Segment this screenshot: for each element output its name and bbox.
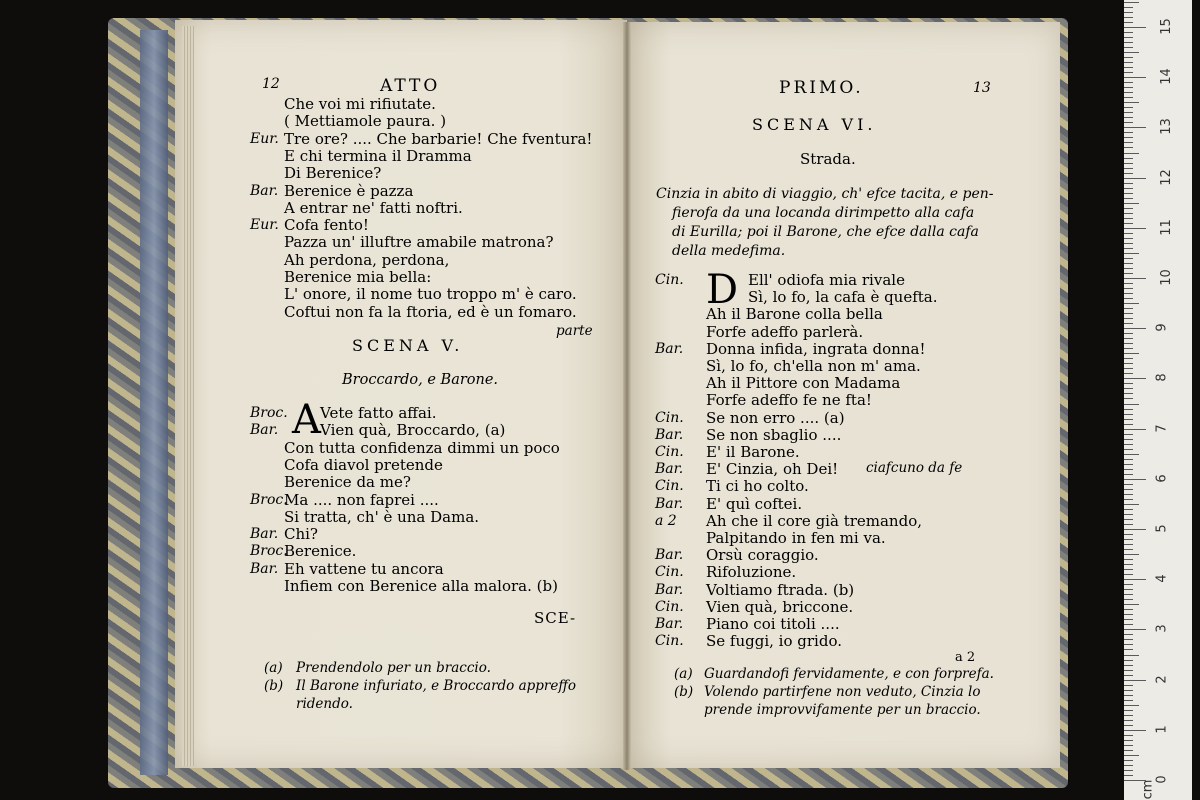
verse-line: Cofa fento! [284, 216, 369, 235]
ruler-tick [1124, 710, 1133, 711]
speaker-label: Broc. [250, 543, 288, 560]
verse-line: Se non sbaglio .... [706, 425, 842, 444]
left-catchword: SCE- [534, 609, 577, 627]
ruler-tick [1124, 213, 1133, 214]
ruler-tick [1124, 378, 1146, 379]
ruler-tick [1124, 519, 1133, 520]
ruler-label: 10 [1158, 269, 1174, 286]
stage-direction-line: Cinzia in abito di viaggio, ch' efce tacita, e pen- [656, 186, 994, 202]
verse-line: Vete fatto affai. [320, 404, 437, 422]
ruler-tick [1124, 649, 1133, 650]
ruler-tick [1124, 589, 1133, 590]
ruler-tick [1124, 132, 1133, 133]
ruler-tick [1124, 238, 1133, 239]
ruler-tick [1124, 409, 1133, 410]
ruler-tick [1124, 208, 1133, 209]
verse-line: Ah perdona, perdona, [284, 250, 450, 269]
ruler-tick [1124, 434, 1133, 435]
ruler-tick [1124, 323, 1133, 324]
verse-line: Infiem con Berenice alla malora. (b) [284, 577, 558, 595]
verse-line: E chi termina il Dramma [284, 146, 472, 165]
ruler-tick [1124, 775, 1133, 776]
ruler-tick [1124, 383, 1133, 384]
ruler-tick [1124, 263, 1133, 264]
verse-line: Di Berenice? [284, 164, 382, 183]
ruler-tick [1124, 629, 1146, 630]
verse-line: Con tutta confidenza dimmi un poco [284, 438, 560, 457]
verse-line: E' il Barone. [706, 443, 800, 461]
verse-line: Voltiamo ftrada. (b) [706, 580, 855, 599]
ruler-tick [1124, 639, 1133, 640]
ruler-tick [1124, 117, 1133, 118]
ruler-tick [1124, 112, 1133, 113]
verse-line: Ell' odiofa mia rivale [748, 271, 905, 289]
ruler-tick [1124, 358, 1133, 359]
ruler-tick [1124, 690, 1133, 691]
verse-line: Forfe adeffo parlerà. [706, 322, 864, 341]
ruler-tick [1124, 750, 1133, 751]
ruler-tick [1124, 464, 1133, 465]
speaker-label: Bar. [655, 616, 684, 632]
ruler-unit: cm [1140, 779, 1156, 800]
ruler-tick [1124, 388, 1133, 389]
ruler-tick [1124, 243, 1133, 244]
ruler-tick [1124, 47, 1133, 48]
footnote-text: Guardandofi fervidamente, e con forprefa. [704, 666, 994, 682]
ruler-tick [1124, 393, 1133, 394]
verse-line: Sì, lo fo, la cafa è quefta. [748, 288, 938, 307]
ruler-label: 12 [1158, 168, 1174, 186]
book-spine [140, 30, 168, 775]
ruler-tick [1124, 163, 1133, 164]
speaker-label: Bar. [655, 547, 684, 564]
ruler-tick [1124, 504, 1139, 505]
footnote-mark: (b) [264, 678, 284, 694]
ruler-tick [1124, 735, 1133, 736]
ruler-tick [1124, 293, 1133, 294]
measuring-ruler [1124, 0, 1192, 800]
ruler-tick [1124, 579, 1146, 580]
right-running-head: PRIMO. [779, 78, 864, 98]
verse-line: Tre ore? .... Che barbarie! Che fventura! [284, 129, 593, 148]
verse-line: Palpitando in fen mi va. [706, 529, 886, 547]
ruler-tick [1124, 760, 1133, 761]
ruler-tick [1124, 634, 1133, 635]
ruler-tick [1124, 680, 1146, 681]
ruler-tick [1124, 258, 1133, 259]
ruler-tick [1124, 203, 1139, 204]
ruler-tick [1124, 22, 1133, 23]
ruler-tick [1124, 539, 1133, 540]
ruler-tick [1124, 584, 1133, 585]
ruler-tick [1124, 77, 1146, 78]
ruler-tick [1124, 509, 1133, 510]
ruler-tick [1124, 87, 1133, 88]
ruler-tick [1124, 233, 1133, 234]
verse-line: Se fuggi, io grido. [706, 632, 842, 651]
ruler-tick [1124, 52, 1139, 53]
verse-line: Eh vattene tu ancora [284, 559, 444, 578]
speaker-label: Bar. [655, 495, 684, 512]
ruler-tick [1124, 62, 1133, 63]
ruler-tick [1124, 253, 1139, 254]
speaker-label: Cin. [655, 633, 684, 650]
verse-line: Coftui non fa la ftoria, ed è un fomaro. [284, 302, 577, 321]
ruler-tick [1124, 715, 1133, 716]
verse-line: Rifoluzione. [706, 563, 797, 582]
ruler-tick [1124, 459, 1133, 460]
ruler-tick [1124, 660, 1133, 661]
exit-direction: parte [556, 323, 593, 339]
ruler-tick [1124, 404, 1139, 405]
verse-line: Ah il Pittore con Madama [706, 374, 901, 393]
footnote-text: prende improvvifamente per un braccio. [704, 702, 981, 718]
verse-line: L' onore, il nome tuo troppo m' è caro. [284, 285, 577, 304]
ruler-tick [1124, 7, 1133, 8]
ruler-tick [1124, 745, 1133, 746]
ruler-tick [1124, 102, 1139, 103]
ruler-tick [1124, 283, 1133, 284]
ruler-tick [1124, 193, 1133, 194]
speaker-label: Cin. [655, 478, 684, 495]
verse-line: Che voi mi rifiutate. [284, 95, 436, 113]
page-edges [182, 26, 194, 766]
ruler-tick [1124, 398, 1133, 399]
verse-line: A entrar ne' fatti noftri. [284, 198, 463, 217]
verse-line: Cofa diavol pretende [284, 455, 443, 474]
ruler-tick [1124, 725, 1133, 726]
left-page-number: 12 [262, 76, 280, 92]
verse-line: Ma .... non faprei .... [284, 490, 439, 509]
ruler-tick [1124, 178, 1146, 179]
ruler-tick [1124, 665, 1133, 666]
ruler-tick [1124, 544, 1133, 545]
ruler-label: 8 [1154, 373, 1170, 383]
speaker-label: Cin. [655, 564, 684, 581]
ruler-tick [1124, 368, 1133, 369]
verse-line: Se non erro .... (a) [706, 408, 845, 427]
ruler-label: 3 [1154, 624, 1170, 634]
ruler-tick [1124, 168, 1133, 169]
ruler-tick [1124, 373, 1133, 374]
ruler-tick [1124, 228, 1146, 229]
ruler-tick [1124, 564, 1133, 565]
speaker-label: Cin. [655, 444, 684, 460]
ruler-tick [1124, 137, 1133, 138]
ruler-label: 11 [1158, 219, 1174, 236]
ruler-tick [1124, 328, 1146, 329]
speaker-label: Eur. [250, 217, 279, 234]
speaker-label: Cin. [655, 272, 684, 288]
ruler-tick [1124, 644, 1133, 645]
right-setting: Strada. [800, 150, 856, 168]
ruler-tick [1124, 353, 1139, 354]
speaker-label: Bar. [250, 560, 279, 577]
ruler-tick [1124, 720, 1133, 721]
ruler-tick [1124, 12, 1133, 13]
ruler-tick [1124, 278, 1146, 279]
ruler-tick [1124, 469, 1133, 470]
verse-line: Sì, lo fo, ch'ella non m' ama. [706, 357, 921, 375]
ruler-tick [1124, 685, 1133, 686]
speaker-label: Bar. [250, 182, 279, 199]
ruler-tick [1124, 484, 1133, 485]
ruler-tick [1124, 153, 1139, 154]
ruler-label: 14 [1158, 68, 1174, 85]
ruler-tick [1124, 273, 1133, 274]
speaker-label: Bar. [655, 426, 684, 443]
verse-line: Ah il Barone colla bella [706, 305, 883, 324]
ruler-tick [1124, 444, 1133, 445]
ruler-tick [1124, 549, 1133, 550]
ruler-tick [1124, 248, 1133, 249]
ruler-tick [1124, 223, 1133, 224]
right-drop-cap: D [706, 267, 739, 313]
verse-line: Piano coi titoli .... [706, 615, 840, 633]
verse-line: Berenice da me? [284, 473, 411, 492]
verse-line: E' quì coftei. [706, 494, 803, 513]
verse-line: Ti ci ho colto. [706, 477, 809, 496]
ruler-tick [1124, 82, 1133, 83]
stage-direction-line: fierofa da una locanda dirimpetto alla cafa [672, 205, 975, 221]
ruler-tick [1124, 534, 1133, 535]
ruler-label: 4 [1154, 574, 1170, 583]
ruler-tick [1124, 614, 1133, 615]
ruler-tick [1124, 363, 1133, 364]
ruler-tick [1124, 303, 1139, 304]
speaker-label: Cin. [655, 409, 684, 426]
ruler-tick [1124, 524, 1133, 525]
footnote-mark: (a) [264, 660, 283, 676]
verse-line: Orsù coraggio. [706, 546, 819, 565]
ruler-tick [1124, 57, 1133, 58]
ruler-tick [1124, 755, 1139, 756]
ruler-tick [1124, 27, 1146, 28]
verse-line: Si tratta, ch' è una Dama. [284, 507, 480, 526]
verse-line: Chi? [284, 525, 318, 544]
footnote-mark: (b) [674, 684, 694, 700]
ruler-label: 7 [1154, 423, 1170, 433]
ruler-tick [1124, 624, 1133, 625]
verse-line: Vien quà, Broccardo, (a) [320, 421, 506, 440]
ruler-tick [1124, 308, 1133, 309]
footnote-text: Volendo partirfene non veduto, Cinzia lo [704, 684, 981, 700]
verse-line: Donna infida, ingrata donna! [706, 339, 926, 358]
speaker-label: Bar. [250, 422, 279, 439]
ruler-tick [1124, 655, 1139, 656]
ruler-tick [1124, 479, 1146, 480]
stage-direction-line: di Eurilla; poi il Barone, che efce dalla cafa [672, 224, 979, 240]
ruler-tick [1124, 670, 1133, 671]
ruler-tick [1124, 188, 1133, 189]
verse-line: Berenice è pazza [284, 181, 414, 200]
ruler-label: 5 [1154, 524, 1170, 533]
right-scene-heading: SCENA VI. [752, 115, 877, 134]
left-running-head: ATTO [380, 76, 441, 96]
ruler-tick [1124, 574, 1133, 575]
ruler-tick [1124, 514, 1133, 515]
ruler-tick [1124, 158, 1133, 159]
ruler-tick [1124, 599, 1133, 600]
ruler-tick [1124, 765, 1133, 766]
ruler-tick [1124, 67, 1133, 68]
speaker-label: Bar. [250, 526, 279, 543]
speaker-label: Eur. [250, 130, 279, 147]
ruler-tick [1124, 489, 1133, 490]
ruler-label: 15 [1158, 18, 1174, 35]
ruler-tick [1124, 494, 1133, 495]
ruler-tick [1124, 142, 1133, 143]
verse-line: Berenice. [284, 542, 357, 561]
ruler-tick [1124, 333, 1133, 334]
ruler-tick [1124, 454, 1139, 455]
ruler-tick [1124, 318, 1133, 319]
ruler-tick [1124, 288, 1133, 289]
ruler-label: 1 [1154, 725, 1170, 734]
ruler-tick [1124, 348, 1133, 349]
ruler-tick [1124, 499, 1133, 500]
ruler-tick [1124, 439, 1133, 440]
left-scene-characters: Broccardo, e Barone. [342, 372, 499, 388]
ruler-tick [1124, 127, 1146, 128]
ruler-tick [1124, 705, 1139, 706]
ruler-tick [1124, 429, 1146, 430]
ruler-tick [1124, 474, 1133, 475]
ruler-tick [1124, 594, 1133, 595]
ruler-tick [1124, 183, 1133, 184]
ruler-label: 0 [1154, 775, 1170, 784]
ruler-tick [1124, 675, 1133, 676]
ruler-tick [1124, 218, 1133, 219]
verse-line: Pazza un' illuftre amabile matrona? [284, 233, 554, 252]
ruler-label: 2 [1154, 674, 1170, 684]
ruler-tick [1124, 740, 1133, 741]
ruler-tick [1124, 559, 1133, 560]
ruler-tick [1124, 92, 1133, 93]
footnote-text: ridendo. [296, 696, 353, 712]
ruler-tick [1124, 695, 1133, 696]
ruler-label: 9 [1154, 323, 1170, 332]
ruler-tick [1124, 414, 1133, 415]
ruler-tick [1124, 419, 1133, 420]
ruler-tick [1124, 198, 1133, 199]
verse-line: Ah che il core già tremando, [706, 511, 922, 530]
ruler-tick [1124, 424, 1133, 425]
footnote-text: Prendendolo per un braccio. [296, 660, 491, 676]
ruler-tick [1124, 32, 1133, 33]
speaker-label: Broc. [250, 405, 288, 421]
left-scene-heading: SCENA V. [352, 336, 464, 355]
speaker-label: Broc. [250, 491, 288, 508]
ruler-label: 13 [1158, 118, 1174, 136]
ruler-tick [1124, 770, 1133, 771]
ruler-tick [1124, 37, 1133, 38]
ruler-tick [1124, 609, 1133, 610]
ruler-tick [1124, 2, 1139, 3]
right-catchword: a 2 [955, 650, 976, 665]
verse-line: Forfe adeffo fe ne fta! [706, 391, 872, 410]
speaker-label: a 2 [655, 512, 677, 529]
ruler-tick [1124, 700, 1133, 701]
speaker-label: Cin. [655, 598, 684, 615]
footnote-text: Il Barone infuriato, e Broccardo appreffo [296, 678, 577, 694]
ruler-label: 6 [1154, 474, 1170, 483]
ruler-tick [1124, 122, 1133, 123]
speaker-label: Bar. [655, 461, 684, 478]
verse-line: ( Mettiamole paura. ) [284, 112, 447, 131]
verse-line: Berenice mia bella: [284, 268, 432, 286]
right-page-number: 13 [973, 80, 991, 96]
stage-direction-line: della medefima. [672, 243, 786, 259]
footnote-mark: (a) [674, 666, 693, 682]
ruler-tick [1124, 554, 1139, 555]
ruler-tick [1124, 42, 1133, 43]
ruler-tick [1124, 97, 1133, 98]
ruler-tick [1124, 313, 1133, 314]
ruler-tick [1124, 730, 1146, 731]
book-gutter [623, 22, 631, 770]
ruler-tick [1124, 569, 1133, 570]
ruler-tick [1124, 72, 1133, 73]
ruler-tick [1124, 298, 1133, 299]
ruler-tick [1124, 268, 1133, 269]
ruler-tick [1124, 17, 1133, 18]
ruler-tick [1124, 173, 1133, 174]
ruler-tick [1124, 449, 1133, 450]
speaker-label: Bar. [655, 340, 684, 357]
verse-line: Vien quà, briccone. [706, 597, 854, 616]
ruler-tick [1124, 529, 1146, 530]
ruler-tick [1124, 338, 1133, 339]
aside-direction: ciafcuno da fe [866, 460, 963, 476]
ruler-tick [1124, 604, 1139, 605]
verse-line: E' Cinzia, oh Dei! [706, 460, 839, 479]
left-drop-cap: A [292, 397, 321, 443]
ruler-tick [1124, 619, 1133, 620]
speaker-label: Bar. [655, 581, 684, 598]
ruler-tick [1124, 343, 1133, 344]
ruler-tick [1124, 107, 1133, 108]
ruler-tick [1124, 147, 1133, 148]
